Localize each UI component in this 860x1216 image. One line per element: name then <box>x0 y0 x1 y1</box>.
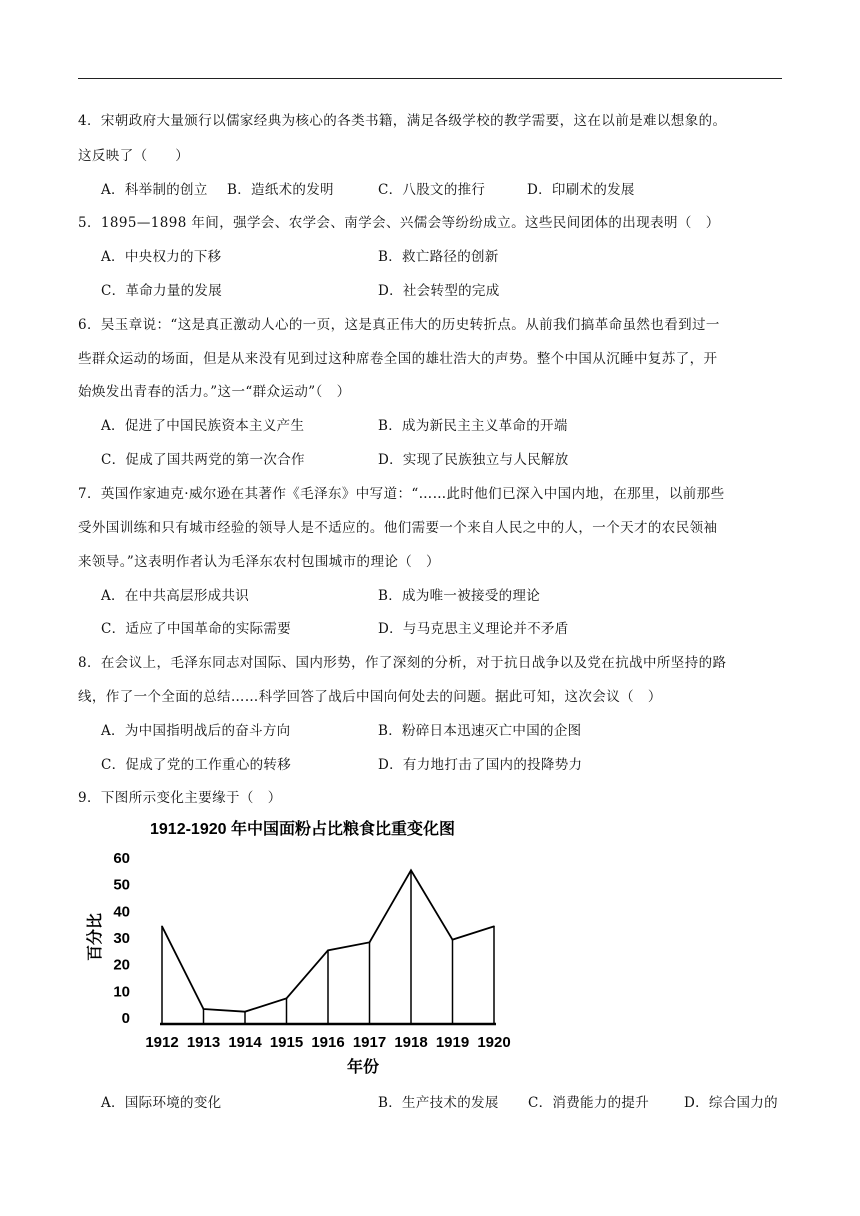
y-tick-label: 20 <box>113 956 130 974</box>
q9-text-line-1: 9．下图所示变化主要缘于（ ） <box>78 790 282 806</box>
q5-option-c[interactable]: C．革命力量的发展 <box>101 283 223 299</box>
q6-option-c[interactable]: C．促成了国共两党的第一次合作 <box>101 452 305 468</box>
q9-option-b[interactable]: B．生产技术的发展 <box>378 1095 499 1111</box>
q5-text-line-1: 5．1895—1898 年间，强学会、农学会、南学会、兴儒会等纷纷成立。这些民间团体的出现表明（ ） <box>78 215 720 231</box>
x-tick-label: 1918 <box>394 1034 428 1051</box>
x-tick-label: 1912 <box>145 1034 179 1051</box>
x-tick-label: 1920 <box>477 1034 511 1051</box>
q8-option-a[interactable]: A．为中国指明战后的奋斗方向 <box>101 723 291 739</box>
y-tick-label: 0 <box>121 1010 130 1027</box>
data-point <box>410 870 412 872</box>
q7-option-b[interactable]: B．成为唯一被接受的理论 <box>378 588 541 604</box>
q4-option-b[interactable]: B．造纸术的发明 <box>227 182 334 198</box>
data-point <box>369 942 371 944</box>
data-point <box>244 1011 246 1013</box>
data-point <box>452 939 454 941</box>
q4-text-line-1: 4．宋朝政府大量颁行以儒家经典为核心的各类书籍，满足各级学校的教学需要，这在以前是难以想象的。 <box>78 113 727 129</box>
x-tick-label: 1913 <box>186 1034 221 1051</box>
data-point <box>286 998 288 1000</box>
x-tick-label: 1915 <box>269 1034 304 1051</box>
q4-text-line-2: 这反映了（ ） <box>78 148 190 164</box>
data-point <box>327 950 329 952</box>
y-tick-label: 30 <box>113 930 130 947</box>
q7-option-d[interactable]: D．与马克思主义理论并不矛盾 <box>378 621 569 637</box>
q8-text-line-2: 线，作了一个全面的总结……科学回答了战后中国向何处去的问题。据此可知，这次会议（ ） <box>78 689 662 705</box>
data-point <box>161 926 163 928</box>
q7-text-line-1: 7．英国作家迪克·威尔逊在其著作《毛泽东》中写道：“……此时他们已深入中国内地，在那里，以前那些 <box>78 486 725 502</box>
q6-option-b[interactable]: B．成为新民主主义革命的开端 <box>378 418 568 434</box>
chart-title: 1912-1920 年中国面粉占比粮食比重变化图 <box>150 821 455 838</box>
x-tick-label: 1916 <box>311 1034 345 1051</box>
q7-text-line-2: 受外国训练和只有城市经验的领导人是不适应的。他们需要一个来自人民之中的人，一个天才的农民领袖 <box>78 520 718 536</box>
chart-x-axis-label: 年份 <box>346 1059 380 1076</box>
q6-option-a[interactable]: A．促进了中国民族资本主义产生 <box>101 418 305 434</box>
y-tick-label: 60 <box>113 850 130 867</box>
flour-share-chart <box>80 814 530 1084</box>
q5-option-d[interactable]: D．社会转型的完成 <box>378 283 500 299</box>
y-tick-label: 50 <box>113 876 130 894</box>
q8-text-line-1: 8．在会议上，毛泽东同志对国际、国内形势，作了深刻的分析，对于抗日战争以及党在抗战中所坚持的路 <box>78 655 727 671</box>
q6-text-line-3: 始焕发出青春的活力。”这一“群众运动”（ ） <box>78 384 351 400</box>
q7-option-c[interactable]: C．适应了中国革命的实际需要 <box>101 621 292 637</box>
y-tick-label: 10 <box>113 983 130 1001</box>
x-tick-label: 1919 <box>435 1034 470 1051</box>
q4-option-c[interactable]: C．八股文的推行 <box>378 182 486 198</box>
data-point <box>493 926 495 928</box>
q5-option-b[interactable]: B．救亡路径的创新 <box>378 249 499 265</box>
q9-option-d[interactable]: D．综合国力的 <box>684 1095 778 1111</box>
q8-option-b[interactable]: B．粉碎日本迅速灭亡中国的企图 <box>378 723 582 739</box>
q6-option-d[interactable]: D．实现了民族独立与人民解放 <box>378 452 569 468</box>
q7-text-line-3: 来领导。”这表明作者认为毛泽东农村包围城市的理论（ ） <box>78 554 440 570</box>
q6-text-line-2: 些群众运动的场面，但是从来没有见到过这种席卷全国的雄壮浩大的声势。整个中国从沉睡中复苏了，开 <box>78 351 718 367</box>
q4-option-a[interactable]: A．科举制的创立 <box>101 182 208 198</box>
q8-option-c[interactable]: C．促成了党的工作重心的转移 <box>101 757 292 773</box>
q9-option-a[interactable]: A．国际环境的变化 <box>101 1095 222 1111</box>
q6-text-line-1: 6．吴玉章说：“这是真正激动人心的一页，这是真正伟大的历史转折点。从前我们搞革命虽然也看到过一 <box>78 317 720 333</box>
q4-option-d[interactable]: D．印刷术的发展 <box>527 182 635 198</box>
chart-svg <box>80 814 530 1084</box>
x-tick-label: 1914 <box>228 1034 262 1051</box>
q7-option-a[interactable]: A．在中共高层形成共识 <box>101 588 250 604</box>
q9-option-c[interactable]: C．消费能力的提升 <box>528 1095 650 1111</box>
y-tick-label: 40 <box>113 903 130 921</box>
data-point <box>203 1008 205 1010</box>
x-tick-label: 1917 <box>352 1034 387 1051</box>
q5-option-a[interactable]: A．中央权力的下移 <box>101 249 222 265</box>
chart-y-axis-label: 百分比 <box>87 912 104 962</box>
q8-option-d[interactable]: D．有力地打击了国内的投降势力 <box>378 757 583 773</box>
header-rule <box>78 78 782 79</box>
